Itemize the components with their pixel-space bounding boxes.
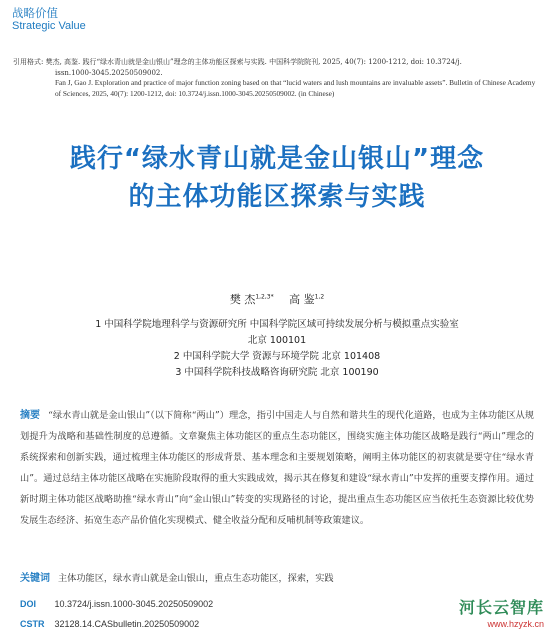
doi-value[interactable]: 10.3724/j.issn.1000-3045.20250509002 [54,599,214,609]
keywords-text: 主体功能区，绿水青山就是金山银山，重点生态功能区，探索，实践 [58,573,334,584]
author-list [0,291,554,307]
cstr-label: CSTR [20,619,45,629]
section-label-en: Strategic Value [12,20,86,33]
doi-line [20,599,213,609]
keywords [20,569,334,584]
author-2: 高 鉴$^{1,2}$ [289,293,325,306]
cstr-line [20,619,199,629]
citation-cn-line1: 引用格式: 樊杰, 高鉴. 践行“绿水青山就是金山银山”理念的主体功能区探索与实践. 中国科学院院刊, 2025, 40(7): 1200-1212, doi: 10.3724/j. [13,58,462,66]
title-line-1: 践行“绿水青山就是金山银山”理念 [69,144,485,174]
title-line-2: 的主体功能区探索与实践 [128,182,426,212]
abstract [20,405,534,531]
citation-en: Fan J, Gao J. Exploration and practice of major function zoning based on that “lucid waters and lush mountains are invaluable assets”. Bulletin of Chinese Academy of Sciences, 2025, 40(7): 1200-1212, doi: 10.3724/j.issn.1000-3045.20250509002. (in Chinese) [55,78,536,98]
watermark-name: 河长云智库 [458,598,544,617]
section-tag [12,7,86,33]
affiliation-line: 2 中国科学院大学 资源与环境学院 北京 101408 [173,351,381,362]
section-label-cn: 战略价值 [12,6,58,20]
affiliations [0,317,554,381]
affiliation-line: 3 中国科学院科技战略咨询研究院 北京 100190 [175,367,379,378]
cstr-value[interactable]: 32128.14.CASbulletin.20250509002 [54,619,200,629]
citation-block [13,57,543,99]
author-1: 樊 杰$^{1,2,3*}$ [229,293,274,306]
citation-cn-line2: issn.1000-3045.20250509002. [55,68,163,77]
affiliation-line: 1 中国科学院地理科学与资源研究所 中国科学院区域可持续发展分析与模拟重点实验室 [95,319,459,330]
watermark-url: www.hzyzk.cn [487,619,544,629]
affiliation-line: 北京 100101 [247,335,307,346]
watermark [459,595,544,629]
article-title [0,140,554,216]
keywords-label: 关键词 [20,573,50,584]
abstract-label: 摘要 [20,410,41,421]
doi-label: DOI [20,599,37,609]
abstract-text: “绿水青山就是金山银山”（以下简称“两山”）理念，指引中国走人与自然和谐共生的现代化道路，也成为主体功能区从规划提升为战略和基础性制度的总遵循。文章聚焦主体功能区的重点生态功能区，围绕实施主体功能区战略是践行“两山”理念的系统探索和创新实践，通过梳理主体功能区的形成背景、基本理念和主要规划策略，阐明主体功能区的初衷就是要守住“绿水青山”。通过总结主体功能区战略在实施阶段取得的重大实践成效，揭示其在修复和建设“绿水青山”中发挥的重要支撑作用。通过新时期主体功能区战略助推“绿水青山”向“金山银山”转变的实现路径的讨论，提出重点生态功能区应当依托生态资源比较优势发展生态经济、拓宽生态产品价值化实现模式、健全收益分配和反哺机制等政策建议。 [20,410,535,526]
